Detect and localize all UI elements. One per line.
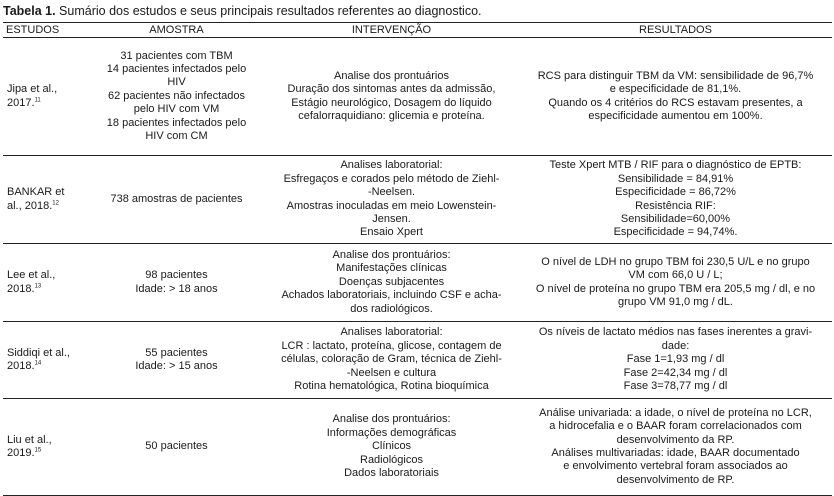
table-row [3,399,832,496]
table-header-row [3,23,832,38]
results-cell [519,399,832,496]
study-name-line [7,83,87,96]
study-name-line [7,347,87,360]
sample-line: 98 pacientes [145,269,208,282]
results-line: O nível de proteína no grupo TBM era 205,5 mg / dl, e no [535,282,816,295]
intervention-line: -Neelsen e cultura [346,366,437,379]
intervention-line: Analise dos prontuários: [332,248,451,261]
sample-line: 14 pacientes infectados pelo [106,62,247,75]
results-cell [519,38,832,156]
sample-line: 738 amostras de pacientes [110,192,243,205]
table-row [3,322,832,399]
results-line: VM com 66,0 U / L; [628,269,723,282]
study-name-text: BANKAR et [7,186,65,199]
sample-cell [89,38,264,156]
header-amostra: AMOSTRA [89,23,264,38]
results-line: Fase 3=78,77 mg / dl [623,380,728,393]
study-name-line [7,200,87,213]
results-line: RCS para distinguir TBM da VM: sensibilidade de 96,7% [537,69,814,82]
results-line: Fase 2=42,34 mg / dl [623,366,728,379]
sample-line: HIV com CM [145,130,208,143]
study-name-text: Liu et al., [7,433,52,446]
intervention-line: Analises laboratorial: [340,326,443,339]
intervention-line: Doenças subjacentes [338,275,445,288]
sample-cell [89,156,264,244]
sample-line: 18 pacientes infectados pelo [106,116,247,129]
table-caption [3,4,482,19]
results-line: Teste Xpert MTB / RIF para o diagnóstico de EPTB: [549,159,802,172]
study-name-text: 2018. [7,282,35,295]
intervention-line: Clínicos [371,440,412,453]
results-line: desenvolvimento da RP. [616,433,735,446]
results-line: a hidrocefalia e o BAAR foram correlacionados com [549,420,802,433]
results-line: Resistência RIF: [635,199,716,212]
intervention-line: Estágio neurológico, Dosagem do líquido [291,96,492,109]
sample-line: 31 pacientes com TBM [120,49,233,62]
sample-line: HIV [167,76,186,89]
studies-table [3,22,832,496]
sample-cell [89,322,264,399]
results-line: desenvolvimento de RP. [616,473,735,486]
intervention-line: Dados laboratoriais [344,467,439,480]
study-cell [3,399,89,496]
intervention-line: LCR : lactato, proteína, glicose, contagem de [281,339,502,352]
intervention-cell [264,322,519,399]
results-line: grupo VM 91,0 mg / dL. [618,295,733,308]
intervention-line: Informações demográficas [326,426,457,439]
reference-number: 14 [34,360,42,367]
caption-label: Tabela 1. [3,4,56,18]
results-line: Os níveis de lactato médios nas fases inerentes a gravi- [538,326,813,339]
study-name-line [7,97,87,110]
sample-line: 55 pacientes [145,346,208,359]
intervention-line: Analise dos prontuários: [332,413,451,426]
header-resultados: RESULTADOS [519,23,832,38]
intervention-line: Analise dos prontuários [334,69,449,82]
intervention-line: Achados laboratoriais, incluindo CSF e acha- [281,289,502,302]
table-row [3,244,832,322]
intervention-line: Ensaio Xpert [360,226,423,239]
results-line: Análise univariada: a idade, o nível de proteína no LCR, [539,406,812,419]
intervention-line: Manifestações clínicas [336,262,447,275]
intervention-line: -Neelsen. [367,186,416,199]
results-line: dade: [661,339,690,352]
results-line: e envolvimento vertebral foram associados ao [563,460,788,473]
sample-cell [89,399,264,496]
intervention-cell [264,244,519,322]
study-name-line [7,360,87,373]
intervention-cell [264,399,519,496]
results-line: Análises multivariadas: idade, BAAR documentado [551,447,800,459]
sample-line: Idade: > 15 anos [135,360,218,372]
intervention-cell [264,156,519,244]
intervention-line: Duração dos sintomas antes da admissão, [287,83,496,96]
results-cell [519,156,832,244]
header-estudos: ESTUDOS [3,23,89,38]
results-line: Sensibilidade = 84,91% [617,172,734,185]
study-cell [3,322,89,399]
study-name-line [7,269,87,282]
reference-number: 13 [34,282,42,289]
intervention-line: dos radiológicos. [350,302,433,315]
study-name-text: 2018. [7,360,35,372]
results-line: Sensibilidade=60,00% [620,212,731,225]
study-name-text: 2019. [7,447,35,459]
results-cell [519,322,832,399]
sample-cell [89,244,264,322]
study-name-text: Siddiqi et al., [7,346,70,359]
table-row [3,156,832,244]
study-cell [3,156,89,244]
results-line: especificidade aumentou em 100%. [588,109,763,122]
intervention-line: Jensen. [372,212,411,225]
study-name-line [7,186,87,199]
sample-line: 50 pacientes [145,440,208,453]
results-line: Especificidade = 94,74%. [613,226,738,239]
intervention-line: Radiológicos [360,453,423,466]
study-name-text: Lee et al., [7,269,56,282]
results-line: Fase 1=1,93 mg / dl [626,353,725,366]
intervention-cell [264,38,519,156]
study-name-line [7,447,87,460]
header-intervencao: INTERVENÇÃO [264,23,519,38]
intervention-line: Amostras inoculadas em meio Lowenstein- [286,199,497,212]
reference-number: 11 [34,96,41,103]
reference-number: 15 [34,447,42,454]
intervention-line: Analises laboratorial: [340,159,443,172]
caption-text: Sumário dos estudos e seus principais resultados referentes ao diagnostico. [55,4,482,18]
intervention-line: Esfregaços e corados pelo método de Ziehl- [283,172,500,185]
reference-number: 12 [52,199,59,206]
study-name-text: al., 2018. [7,199,53,212]
study-name-line [7,434,87,447]
results-cell [519,244,832,322]
intervention-line: Rotina hematológica, Rotina bioquímica [294,380,489,393]
results-line: O nível de LDH no grupo TBM foi 230,5 U/L e no grupo [541,255,810,268]
intervention-line: células, coloração de Gram, técnica de Ziehl- [281,353,502,366]
study-name-text: Jipa et al., [7,83,58,96]
results-line: Quando os 4 critérios do RCS estavam presentes, a [548,96,803,109]
sample-line: 62 pacientes não infectados [108,89,245,102]
study-name-text: 2017. [7,96,35,109]
results-line: e especificidade de 81,1%. [609,83,742,96]
sample-line: Idade: > 18 anos [135,282,218,295]
sample-line: pelo HIV com VM [133,103,220,116]
study-cell [3,244,89,322]
intervention-line: cefalorraquidiano: glicemia e proteína. [298,109,485,122]
results-line: Especificidade = 86,72% [615,186,736,199]
study-cell [3,38,89,156]
study-name-line [7,283,87,296]
table-row [3,38,832,156]
